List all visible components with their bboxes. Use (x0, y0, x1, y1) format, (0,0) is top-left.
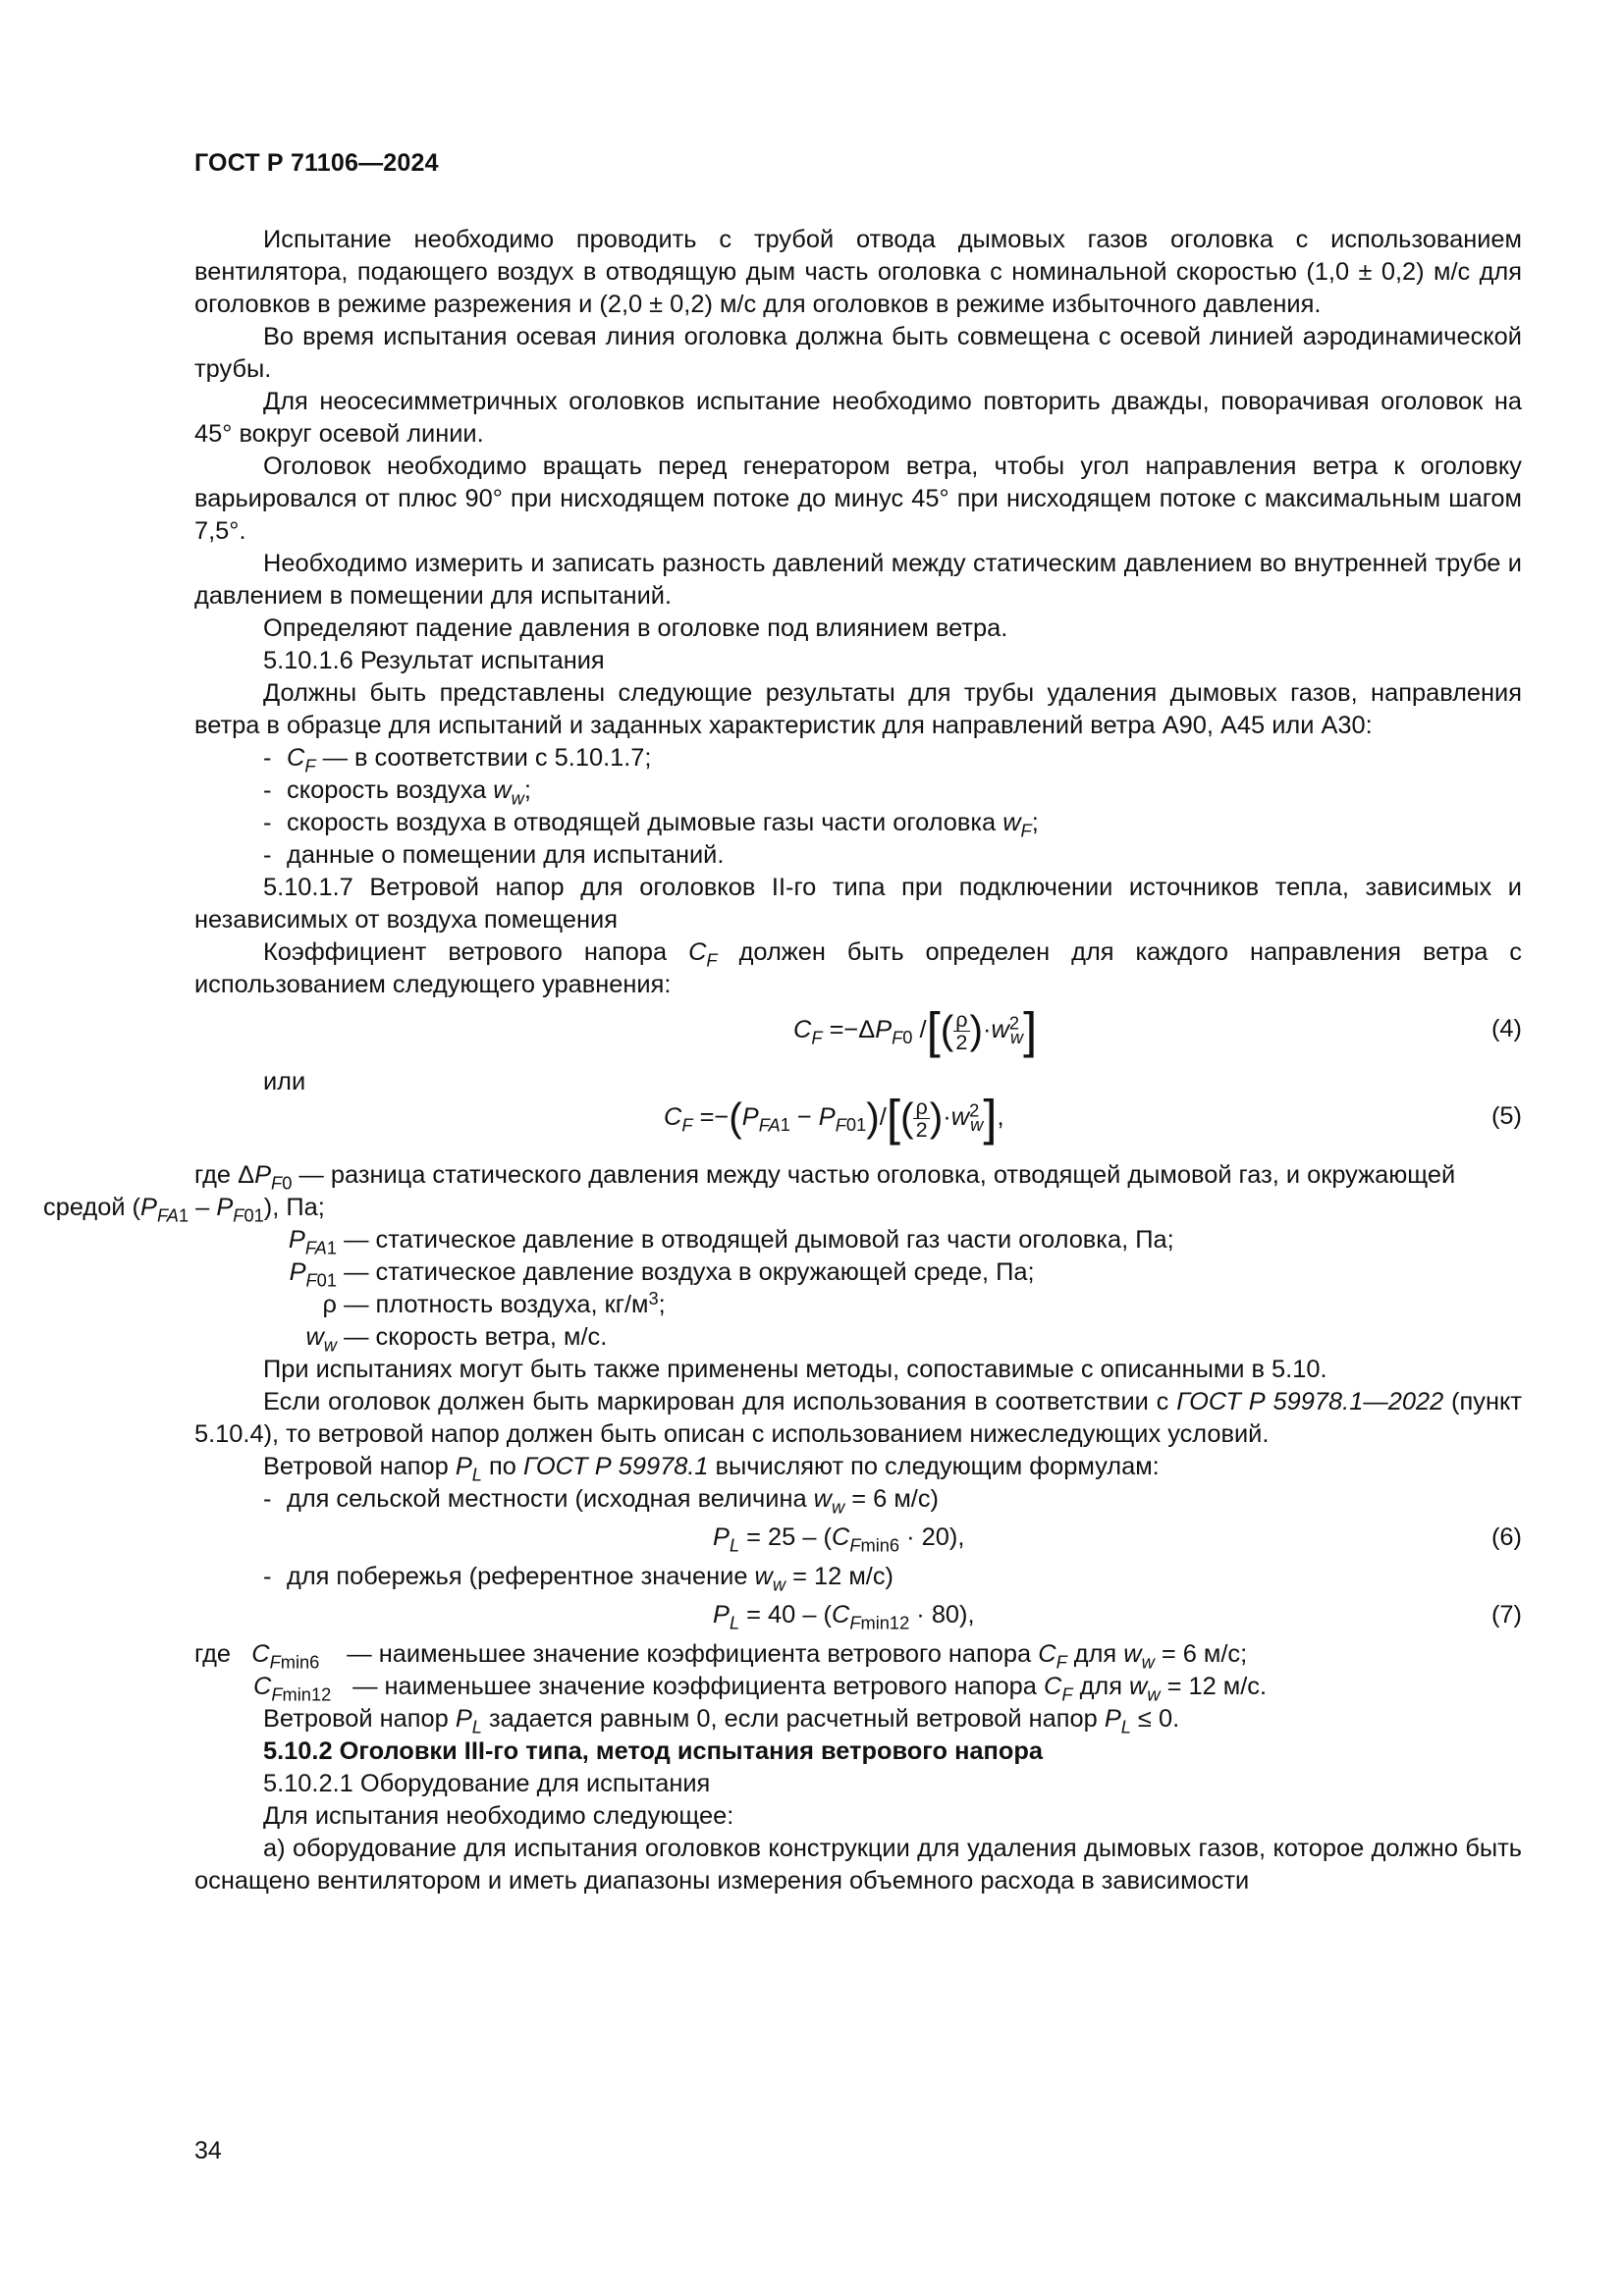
document-body (43, 224, 1523, 1897)
paragraph: Ветровой напор $P_L$ по ГОСТ Р 59978.1 вычисляют по следующим формулам: (263, 1453, 1160, 1485)
paragraph: а) оборудование для испытания оголовков конструкции для удаления дымовых газов, которое должно быть оснащено вентилятором и иметь диапазоны измерения объемного расхода в зависимости (194, 1835, 1522, 1895)
definition-row: где $C_{Fmin6}$ — наименьшее значение коэффициента ветрового напора $C_F$ для $w_w = 6$ м/с; (194, 1640, 1248, 1673)
list-item: - данные о помещении для испытаний. (263, 841, 725, 869)
definition-row: $C_{Fmin12}$ — наименьшее значение коэффициента ветрового напора $C_F$ для $w_w = 12$ м/с. (253, 1673, 1268, 1705)
list-item: - скорость воздуха в отводящей дымовые газы части оголовка $w_F$; (263, 809, 1039, 841)
paragraph: Испытание необходимо проводить с трубой отвода дымовых газов оголовка с использованием вентилятора, подающего воздух в отводящую дым часть оголовка с номинальной скоростью (1,0 ± 0,2) м/с для оголовков в режиме разрежения и (2,0 ± 0,2) м/с для оголовков в режиме избыточного давления. (194, 226, 1522, 318)
definition-row: где $\Delta P_{F0}$ — разница статического давления между частью оголовка, отводящей дымовой газ, и окружающей средой $(P_{FA1} - P_{F01})$, Па; (43, 1161, 1456, 1226)
section-heading-5-10-1-7: 5.10.1.7 Ветровой напор для оголовков II-го типа при подключении источников тепла, зависимых и независимых от воздуха помещения (194, 874, 1522, 934)
list-item: - скорость воздуха $w_w$; (263, 776, 531, 809)
connector-text: или (263, 1068, 306, 1095)
equation-4: $C_F =-\Delta P_{F0}$ /[( $\frac{\rho}{2}$ )$\cdot w^2_w$] (4) (793, 1001, 1522, 1058)
paragraph: Если оголовок должен быть маркирован для использования в соответствии с ГОСТ Р 59978.1—2022 (пункт 5.10.4), то ветровой напор должен быть описан с использованием нижеследующих условий. (194, 1388, 1522, 1448)
paragraph: Для испытания необходимо следующее: (263, 1802, 734, 1830)
paragraph: Ветровой напор $P_L$ задается равным 0, если расчетный ветровой напор $P_L \le 0$. (263, 1705, 1180, 1737)
equation-5: $C_F =-(P_{FA1} - P_{F01})/$[( $\frac{\rho}{2}$ )$\cdot w^2_w$], (5) (664, 1089, 1522, 1146)
equation-7: $P_L = 40 - (C_{Fmin12} \cdot 80)$, (7) (713, 1601, 1522, 1633)
section-heading-5-10-2: 5.10.2 Оголовки III-го типа, метод испытания ветрового напора (263, 1737, 1044, 1765)
paragraph: Оголовок необходимо вращать перед генератором ветра, чтобы угол направления ветра к оголовку варьировался от плюс 90° при нисходящем потоке до минус 45° при нисходящем потоке с максимальным шагом 7,5°. (194, 453, 1522, 545)
page-number: 34 (194, 2137, 222, 2164)
paragraph: Должны быть представлены следующие результаты для трубы удаления дымовых газов, направления ветра в образце для испытаний и заданных характеристик для направлений ветра А90, А45 или А30: (194, 679, 1522, 739)
paragraph: Определяют падение давления в оголовке под влиянием ветра. (263, 614, 1008, 642)
list-item: - для сельской местности (исходная величина $w_w = 6$ м/с) (263, 1485, 939, 1518)
equation-6: $P_L = 25 - (C_{Fmin6} \cdot 20)$, (6) (713, 1523, 1522, 1556)
list-item: - для побережья (референтное значение $w_w = 12$ м/с) (263, 1563, 893, 1595)
paragraph: Во время испытания осевая линия оголовка должна быть совмещена с осевой линией аэродинамической трубы. (194, 323, 1522, 383)
equation-number: (4) (1490, 1015, 1522, 1042)
section-heading-5-10-2-1: 5.10.2.1 Оборудование для испытания (263, 1770, 711, 1797)
equation-number: (5) (1490, 1102, 1522, 1130)
paragraph: Для неосесимметричных оголовков испытание необходимо повторить дважды, поворачивая оголовок на 45° вокруг осевой линии. (194, 388, 1522, 448)
definition-row: $w_w$ — скорость ветра, м/с. (305, 1323, 608, 1356)
section-heading-5-10-1-6: 5.10.1.6 Результат испытания (263, 647, 605, 674)
document-header: ГОСТ Р 71106—2024 (194, 149, 439, 177)
equation-number: (6) (1490, 1523, 1522, 1551)
paragraph: При испытаниях могут быть также применены методы, сопоставимые с описанными в 5.10. (263, 1356, 1327, 1383)
paragraph: Коэффициент ветрового напора $C_F$ должен быть определен для каждого направления ветра с использованием следующего уравнения: (194, 938, 1523, 998)
equation-number: (7) (1490, 1601, 1522, 1629)
paragraph: Необходимо измерить и записать разность давлений между статическим давлением во внутренней трубе и давлением в помещении для испытаний. (194, 550, 1522, 610)
definition-row: $P_{FA1}$ — статическое давление в отводящей дымовой газ части оголовка, Па; (288, 1226, 1174, 1258)
definition-row: ρ — плотность воздуха, $кг/м^3$; (322, 1287, 666, 1318)
list-item: - $C_F$ — в соответствии с 5.10.1.7; (263, 744, 652, 776)
definition-row: $P_{F01}$ — статическое давление воздуха в окружающей среде, Па; (289, 1258, 1035, 1291)
